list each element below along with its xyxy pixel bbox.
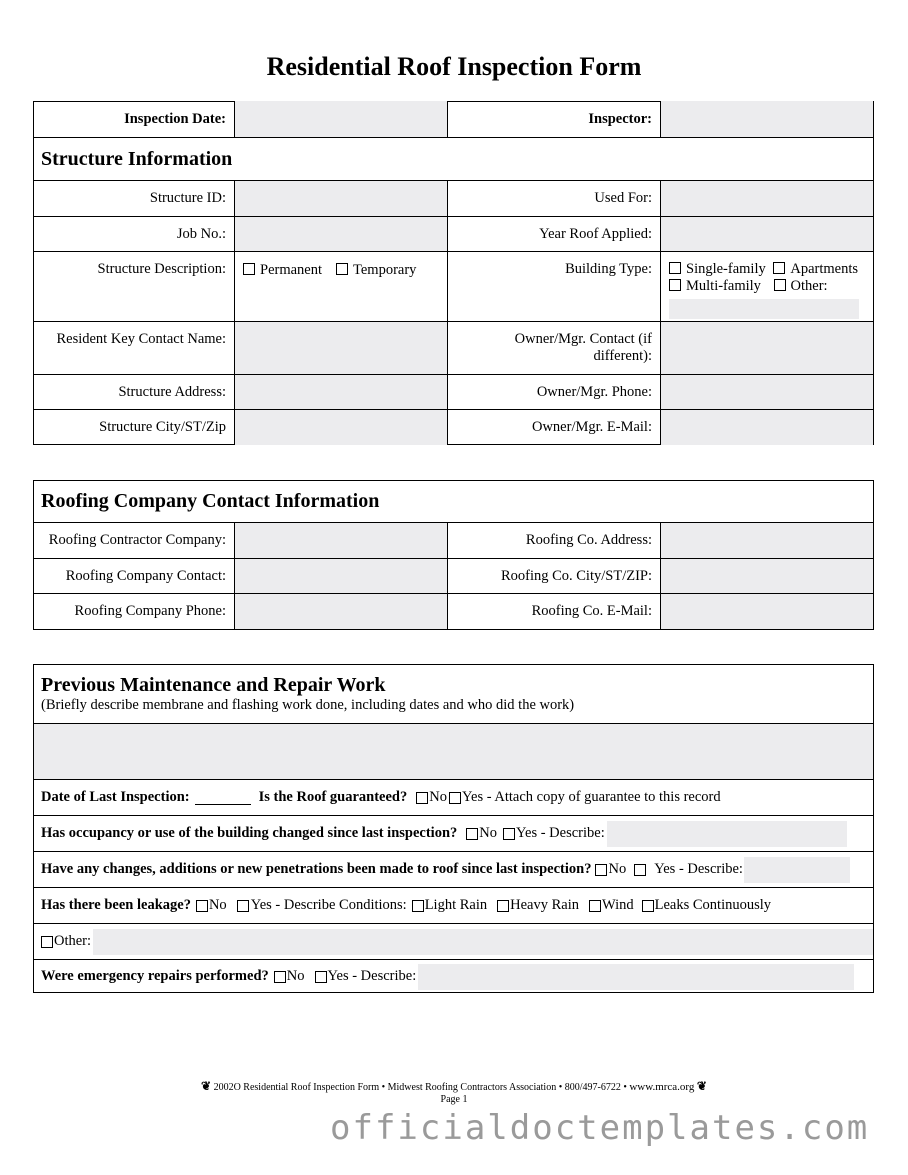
maintenance-table [33,664,874,993]
year-roof-label: Year Roof Applied: [447,217,660,252]
roofing-co-address-field[interactable] [660,523,873,558]
inspection-date-field[interactable] [234,101,447,138]
multi-family-checkbox[interactable] [669,279,681,291]
form-title: Residential Roof Inspection Form [266,52,642,81]
structure-heading: Structure Information [41,148,233,170]
owner-phone-label: Owner/Mgr. Phone: [447,375,660,410]
single-family-option[interactable]: Single-family [669,261,766,277]
roofing-phone-label: Roofing Company Phone: [74,603,226,619]
other-checkbox[interactable] [41,936,53,948]
other-field[interactable] [93,929,873,955]
roofing-co-city-field[interactable] [660,559,873,594]
roofing-heading: Roofing Company Contact Information [41,490,380,512]
inspector-field[interactable] [660,101,873,138]
leakage-row [41,888,771,923]
roofing-phone-field[interactable] [234,594,447,629]
maintenance-heading: Previous Maintenance and Repair Work [41,674,386,696]
job-no-label: Job No.: [176,226,226,242]
footer [0,1080,908,1106]
used-for-field[interactable] [660,181,873,216]
temporary-checkbox[interactable] [336,263,348,275]
building-type-label: Building Type: [447,252,660,322]
inspection-date-label: Inspection Date: [124,111,226,127]
occupancy-yes-checkbox[interactable] [503,828,515,840]
apartments-option[interactable]: Apartments [773,261,858,277]
owner-contact-field[interactable] [660,322,873,375]
guaranteed-label: Is the Roof guaranteed? [258,789,408,805]
leakage-no-checkbox[interactable] [196,900,208,912]
year-roof-field[interactable] [660,217,873,252]
structure-description-label: Structure Description: [97,261,226,277]
emergency-label: Were emergency repairs performed? [41,968,269,984]
roofing-company-label: Roofing Contractor Company: [48,532,226,548]
other-option[interactable]: Other: [774,278,828,294]
emergency-no-label: No [286,968,305,984]
owner-contact-label: Owner/Mgr. Contact (if different): [447,322,660,375]
structure-address-label: Structure Address: [118,384,226,400]
mrca-logo-icon: ❦ [696,1079,707,1093]
permanent-checkbox[interactable] [243,263,255,275]
light-rain-label: Light Rain [424,897,488,913]
changes-yes-label: Yes - Describe: [654,861,743,877]
wind-label: Wind [602,897,634,913]
guaranteed-yes-checkbox[interactable] [449,792,461,804]
changes-row [41,852,850,887]
structure-table [33,101,874,445]
heavy-rain-label: Heavy Rain [510,897,579,913]
resident-contact-field[interactable] [234,322,447,375]
leaks-continuously-checkbox[interactable] [642,900,654,912]
maintenance-description-field[interactable] [34,723,873,779]
changes-describe-field[interactable] [744,857,850,883]
leakage-label: Has there been leakage? [41,897,191,913]
mrca-logo-icon: ❦ [201,1079,212,1093]
changes-label: Have any changes, additions or new penetrations been made to roof since last inspection? [41,861,592,877]
changes-no-label: No [608,861,627,877]
other-checkbox[interactable] [774,279,786,291]
occupancy-no-label: No [479,825,497,841]
emergency-no-checkbox[interactable] [274,971,286,983]
occupancy-row [41,816,873,851]
owner-email-label: Owner/Mgr. E-Mail: [447,410,660,445]
changes-yes-checkbox[interactable] [634,864,646,876]
other-building-type-field[interactable] [669,299,859,319]
owner-phone-field[interactable] [660,375,873,410]
structure-id-label: Structure ID: [149,190,226,206]
roofing-co-email-field[interactable] [660,594,873,629]
roofing-contact-label: Roofing Company Contact: [65,568,226,584]
building-type-options [660,252,873,322]
single-family-checkbox[interactable] [669,262,681,274]
structure-address-field[interactable] [234,375,447,410]
occupancy-label: Has occupancy or use of the building changed since last inspection? [41,825,458,841]
emergency-yes-checkbox[interactable] [315,971,327,983]
leakage-no-label: No [208,897,227,913]
watermark: officialdoctemplates.com [330,1108,870,1148]
light-rain-checkbox[interactable] [412,900,424,912]
roofing-co-email-label: Roofing Co. E-Mail: [447,594,660,629]
permanent-option[interactable]: Permanent [243,262,322,278]
structure-id-field[interactable] [234,181,447,216]
last-inspection-date-field[interactable] [195,790,251,805]
structure-description-options [234,252,447,322]
footer-url[interactable]: www.mrca.org [629,1081,695,1093]
used-for-label: Used For: [447,181,660,216]
occupancy-no-checkbox[interactable] [466,828,478,840]
roofing-contact-field[interactable] [234,559,447,594]
leakage-yes-label: Yes - Describe Conditions: [250,897,407,913]
resident-contact-label: Resident Key Contact Name: [56,331,226,347]
other-row [41,924,873,959]
footer-line: 2002O Residential Roof Inspection Form • Midwest Roofing Contractors Association • 800/497-6722 • [213,1082,627,1093]
maintenance-subheading: (Briefly describe membrane and flashing work done, including dates and who did the work) [41,697,575,713]
roofing-co-city-label: Roofing Co. City/ST/ZIP: [447,559,660,594]
inspector-label: Inspector: [447,101,660,138]
structure-city-label: Structure City/ST/Zip [99,419,226,435]
leakage-yes-checkbox[interactable] [237,900,249,912]
roofing-table [33,480,874,630]
heavy-rain-checkbox[interactable] [497,900,509,912]
emergency-describe-field[interactable] [418,964,854,990]
changes-no-checkbox[interactable] [595,864,607,876]
occupancy-yes-label: Yes - Describe: [516,825,605,841]
apartments-checkbox[interactable] [773,262,785,274]
roofing-company-field[interactable] [234,523,447,558]
last-inspection-label: Date of Last Inspection: [41,789,190,805]
guaranteed-no-checkbox[interactable] [416,792,428,804]
roofing-co-address-label: Roofing Co. Address: [447,523,660,558]
wind-checkbox[interactable] [589,900,601,912]
emergency-row [41,960,854,993]
owner-email-field[interactable] [660,410,873,445]
page-number: Page 1 [440,1094,468,1105]
multi-family-option[interactable]: Multi-family [669,278,761,294]
guaranteed-yes-label: Yes - Attach copy of guarantee to this record [461,789,721,805]
emergency-yes-label: Yes - Describe: [327,968,417,984]
occupancy-describe-field[interactable] [607,821,847,847]
last-inspection-row [41,780,721,815]
structure-city-field[interactable] [234,410,447,445]
job-no-field[interactable] [234,217,447,252]
other-label: Other: [54,933,92,949]
temporary-option[interactable]: Temporary [336,262,416,278]
leaks-continuously-label: Leaks Continuously [654,897,772,913]
guaranteed-no-label: No [429,789,447,805]
